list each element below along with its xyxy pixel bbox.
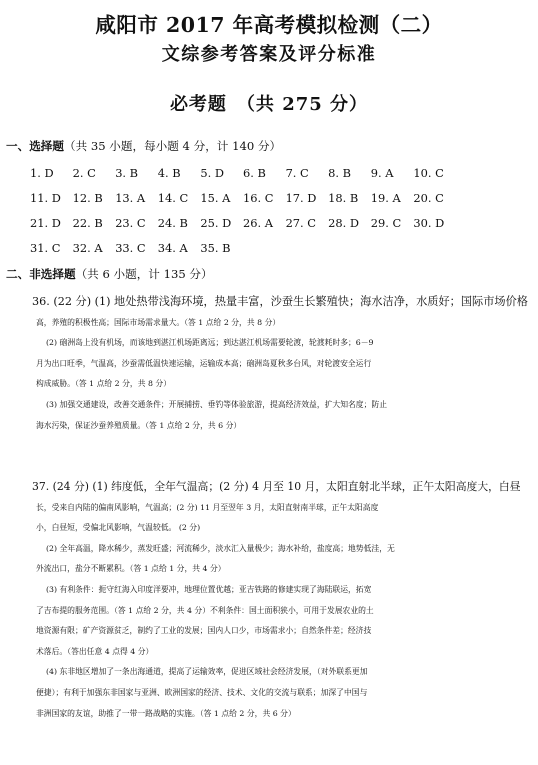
answer-cell: 3. B xyxy=(115,165,139,180)
answer-cell: 11. D xyxy=(30,190,61,205)
answer-cell: 1. D xyxy=(30,165,54,180)
answer-cell: 10. C xyxy=(413,165,444,180)
answer-line: (2) 硇洲岛上没有机场，而该地到湛江机场距离远；到达湛江机场需要轮渡，轮渡耗时多；6－9 xyxy=(46,338,374,348)
question-37 xyxy=(32,477,538,724)
answer-cell: 18. B xyxy=(328,190,359,205)
answer-cell: 16. C xyxy=(242,190,274,205)
document-title: 咸阳市 2017 年高考模拟检测（二） xyxy=(95,13,443,37)
answer-line: 便捷）；有利于加强东非国家与亚洲、欧洲国家的经济、技术、文化的交流与联系；加深了中国与 xyxy=(36,687,368,697)
answer-cell: 13. A xyxy=(115,190,146,205)
part2-heading xyxy=(6,266,213,282)
answer-line: 地资源有限；矿产资源贫乏，制约了工业的发展；国内人口少，市场需求小；自然条件差；经济技 xyxy=(36,626,372,636)
part2-heading-note: （共 6 小题，计 135 分） xyxy=(75,267,213,281)
answer-line: (4) 东非地区增加了一条出海通道，提高了运输效率，促进区域社会经济发展，（对外联系更加 xyxy=(46,667,368,677)
answer-cell: 35. B xyxy=(200,240,231,255)
answer-cell: 8. B xyxy=(328,165,352,180)
answer-line: 术落后。（答出任意 4 点得 4 分） xyxy=(36,646,154,656)
answer-cell: 34. A xyxy=(157,240,188,255)
answer-cell: 2. C xyxy=(72,165,96,180)
part1-heading-label: 一、选择题 xyxy=(6,139,64,153)
document-subtitle: 文综参考答案及评分标准 xyxy=(161,44,377,65)
answer-cell: 23. C xyxy=(115,215,146,230)
answer-line: 37. (24 分) (1) 纬度低，全年气温高；(2 分) 4 月至 10 月，太阳直射北半球，正午太阳高度大，白昼 xyxy=(32,480,521,493)
answer-line: (3) 加强交通建设，改善交通条件；开展捕捞、垂钓等体验旅游，提高经济效益，扩大知名度；防止 xyxy=(46,399,387,409)
answer-line: 高，养殖的积极性高；国际市场需求量大。（答 1 点给 2 分，共 8 分） xyxy=(36,317,281,327)
answer-line: 长，受来自内陆的偏南风影响，气温高；(2 分) 11 月至翌年 3 月，太阳直射南半球，正午太阳高度 xyxy=(36,502,379,512)
answer-line: 海水污染，保证沙蚕养殖质量。（答 1 点给 2 分，共 6 分） xyxy=(36,420,242,430)
answer-cell: 32. A xyxy=(72,240,103,255)
answer-cell: 21. D xyxy=(30,215,61,230)
answer-cell: 22. B xyxy=(72,215,103,230)
answer-cell: 28. D xyxy=(328,215,360,230)
answer-cell: 31. C xyxy=(30,240,61,255)
answer-cell: 30. D xyxy=(413,215,445,230)
answer-row xyxy=(30,160,490,185)
answer-line: 36. (22 分) (1) 地处热带浅海环境，热量丰富，沙蚕生长繁殖快；海水洁净，水质好；国际市场价格 xyxy=(32,295,528,308)
answer-cell: 5. D xyxy=(200,165,224,180)
part1-heading-note: （共 35 小题，每小题 4 分，计 140 分） xyxy=(63,139,282,153)
answer-line: (2) 全年高温，降水稀少，蒸发旺盛；河流稀少，淡水汇入量极少；海水补给，盐度高；地势低洼，无 xyxy=(46,543,395,553)
answer-cell: 29. C xyxy=(370,215,402,230)
answer-line: 了吉布提的服务范围。（答 1 点给 2 分，共 4 分）不利条件：国土面积狭小，可用于发展农业的土 xyxy=(36,605,374,615)
answer-line: (3) 有利条件：扼守红海入印度洋要冲，地理位置优越；亚吉铁路的修建实现了海陆联运，拓宽 xyxy=(46,584,372,594)
answer-cell: 26. A xyxy=(242,215,273,230)
answer-cell: 7. C xyxy=(285,165,309,180)
answer-line: 外流出口，盐分不断累积。（答 1 点给 1 分，共 4 分） xyxy=(36,564,226,574)
answer-line: 月为出口旺季，气温高，沙蚕需低温快速运输，运输成本高；硇洲岛夏秋多台风，对轮渡安全运行 xyxy=(36,358,372,368)
answer-cell: 24. B xyxy=(157,215,188,230)
part2-heading-label: 二、非选择题 xyxy=(6,267,76,281)
answer-cell: 12. B xyxy=(72,190,103,205)
answer-cell: 33. C xyxy=(115,240,146,255)
answer-line: 构成威胁。（答 1 点给 2 分，共 8 分） xyxy=(36,379,172,389)
answer-cell: 6. B xyxy=(242,165,266,180)
answer-row xyxy=(30,210,490,235)
section-title: 必考题 （共 275 分） xyxy=(169,94,369,115)
answer-cell: 4. B xyxy=(157,165,181,180)
answer-cell: 9. A xyxy=(370,165,394,180)
answer-cell: 15. A xyxy=(200,190,231,205)
answer-cell: 14. C xyxy=(157,190,189,205)
answer-cell: 27. C xyxy=(285,215,317,230)
answer-line: 小，白昼短，受偏北风影响，气温较低。 (2 分) xyxy=(36,523,201,533)
answer-cell: 19. A xyxy=(370,190,401,205)
answer-row xyxy=(30,185,490,210)
answer-line: 非洲国家的友谊，助推了一带一路战略的实施。（答 1 点给 2 分，共 6 分） xyxy=(36,708,296,718)
answer-cell: 20. C xyxy=(413,190,444,205)
question-36 xyxy=(32,292,538,436)
answer-row xyxy=(30,235,490,260)
part1-heading xyxy=(6,138,281,154)
answer-cell: 25. D xyxy=(200,215,232,230)
answer-cell: 17. D xyxy=(285,190,317,205)
answer-grid xyxy=(30,160,490,260)
